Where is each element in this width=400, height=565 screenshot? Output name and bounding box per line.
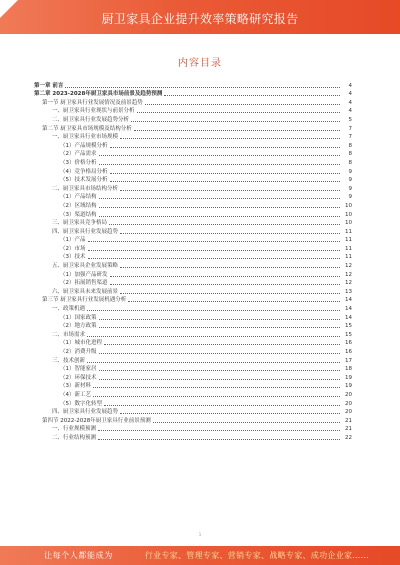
toc-entry[interactable] [34, 390, 352, 399]
toc-entry-label: 四、厨卫家具行业发展趋势 [52, 228, 119, 235]
toc-entry-label: 三、厨卫家具竞争格局 [52, 220, 108, 227]
toc-leader-dots [110, 147, 341, 148]
toc-entry[interactable] [34, 330, 352, 339]
report-title: 厨卫家具企业提升效率策略研究报告 [101, 12, 299, 26]
toc-entry-page: 14 [345, 306, 352, 313]
toc-entry-page: 16 [345, 349, 352, 355]
toc-entry[interactable] [34, 236, 352, 245]
toc-entry-label: （1）国家政策 [60, 314, 97, 321]
toc-entry[interactable] [34, 356, 352, 365]
toc-leader-dots [128, 301, 340, 302]
toc-title: 内容目录 [178, 58, 222, 69]
toc-leader-dots [153, 422, 340, 423]
toc-entry-label: 一、厨卫家具行业市场规模 [52, 134, 119, 141]
toc-entry-label: 一、行业规模预测 [52, 426, 97, 433]
toc-entry-label: （5）技术发展分析 [60, 177, 108, 184]
toc-entry[interactable] [34, 433, 352, 442]
toc-entry[interactable] [34, 107, 352, 116]
toc-entry-label: （1）产品规模分析 [60, 142, 108, 149]
toc-leader-dots [110, 173, 341, 174]
toc-leader-dots [98, 439, 340, 440]
toc-entry-label: （2）区域结构 [60, 202, 97, 209]
toc-entry-page: 10 [345, 211, 352, 218]
toc-entry-page: 4 [348, 82, 352, 89]
toc-entry-page: 9 [348, 177, 352, 184]
toc-entry-label: （3）技术 [60, 254, 86, 261]
toc-entry[interactable] [34, 287, 352, 296]
toc-leader-dots [99, 353, 341, 354]
toc-entry-label: 五、厨卫家具企业发展策略 [52, 263, 119, 270]
toc-entry[interactable] [34, 304, 352, 313]
toc-leader-dots [120, 233, 340, 234]
toc-leader-dots [99, 198, 341, 199]
toc-entry-label: 六、厨卫家具未来发展前景 [52, 288, 119, 295]
toc-entry[interactable] [34, 322, 352, 331]
toc-entry-label: 第三节 厨卫家具行业发展机遇分析 [42, 297, 127, 304]
toc-entry[interactable] [34, 210, 352, 219]
toc-entry-page: 14 [345, 314, 352, 321]
page-number: 1 [198, 532, 202, 537]
toc-entry-label: （2）拓展销售渠道 [60, 280, 108, 287]
toc-entry[interactable] [34, 399, 352, 408]
toc-entry[interactable] [34, 253, 352, 262]
toc-entry[interactable] [34, 167, 352, 176]
toc-leader-dots [65, 87, 340, 88]
toc-entry-label: 四、厨卫家具行业发展趋势 [52, 409, 119, 416]
toc-entry[interactable] [34, 90, 352, 99]
toc-entry-page: 9 [348, 185, 352, 192]
toc-leader-dots [120, 138, 340, 139]
table-of-contents [34, 81, 352, 442]
toc-entry[interactable] [34, 408, 352, 417]
toc-entry[interactable] [34, 227, 352, 236]
toc-leader-dots [120, 413, 340, 414]
toc-entry-label: （1）城市化进程 [60, 340, 102, 347]
toc-leader-dots [99, 327, 341, 328]
toc-entry-label: 二、市场需求 [52, 331, 86, 338]
toc-entry-page: 10 [345, 220, 352, 227]
toc-entry-page: 19 [345, 383, 352, 390]
toc-entry[interactable] [34, 270, 352, 279]
toc-entry-page: 14 [345, 297, 352, 304]
toc-entry-label: （2）消费升级 [60, 349, 97, 355]
toc-entry-label: 第一节 厨卫家具行业发展情况及前景趋势 [42, 99, 143, 106]
toc-entry-label: 二、行业结构预测 [52, 434, 97, 441]
toc-entry-label: （4）竞争格局分析 [60, 168, 108, 175]
toc-entry-page: 22 [345, 434, 352, 441]
toc-entry-page: 20 [345, 391, 352, 398]
toc-entry-page: 16 [345, 340, 352, 347]
toc-entry-label: 一、厨卫家具行业现状与前景分析 [52, 108, 135, 115]
toc-entry-label: 一、政策机遇 [52, 306, 86, 313]
toc-entry-label: （3）渠道结构 [60, 211, 97, 218]
toc-entry-label: （4）新工艺 [60, 391, 91, 398]
toc-leader-dots [120, 267, 340, 268]
toc-entry[interactable] [34, 158, 352, 167]
toc-leader-dots [88, 241, 341, 242]
toc-leader-dots [120, 293, 340, 294]
toc-leader-dots [99, 207, 341, 208]
toc-leader-dots [164, 95, 340, 96]
toc-entry-page: 21 [345, 426, 352, 433]
toc-leader-dots [110, 284, 341, 285]
toc-entry-label: （1）加强产品研发 [60, 271, 108, 278]
toc-leader-dots [99, 164, 341, 165]
toc-entry-label: 第一章 前言 [34, 82, 64, 89]
toc-entry-label: （2）产品需求 [60, 151, 97, 158]
toc-entry-label: （1）产品结构 [60, 194, 97, 201]
toc-entry-page: 15 [345, 331, 352, 338]
toc-leader-dots [87, 310, 340, 311]
toc-entry-label: 二、厨卫家具行业发展趋势分析 [52, 116, 130, 123]
toc-entry[interactable] [34, 373, 352, 382]
toc-entry-page: 20 [345, 409, 352, 416]
toc-entry-page: 11 [345, 237, 352, 244]
toc-entry-page: 5 [348, 116, 352, 123]
toc-entry-page: 4 [348, 91, 352, 98]
toc-entry-page: 7 [348, 125, 352, 132]
toc-entry[interactable] [34, 261, 352, 270]
toc-leader-dots [87, 336, 340, 337]
toc-leader-dots [93, 387, 340, 388]
toc-entry[interactable] [34, 124, 352, 133]
toc-entry-page: 4 [348, 99, 352, 106]
toc-leader-dots [99, 216, 341, 217]
toc-leader-dots [99, 155, 341, 156]
toc-entry-page: 17 [345, 357, 352, 364]
toc-entry-page: 4 [348, 108, 352, 115]
toc-leader-dots [99, 379, 341, 380]
toc-entry-page: 12 [345, 263, 352, 270]
toc-entry[interactable] [34, 219, 352, 228]
toc-entry-label: （1）智能家居 [60, 366, 97, 373]
toc-entry-page: 8 [348, 151, 352, 158]
toc-entry-label: （5）数字化转型 [60, 400, 102, 407]
toc-entry-page: 21 [345, 417, 352, 424]
toc-entry[interactable] [34, 98, 352, 107]
toc-leader-dots [145, 104, 340, 105]
toc-entry-page: 13 [345, 288, 352, 295]
toc-entry[interactable] [34, 81, 352, 90]
toc-entry[interactable] [34, 339, 352, 348]
toc-entry-page: 11 [345, 245, 352, 252]
toc-entry-page: 11 [345, 254, 352, 261]
toc-entry-page: 9 [348, 168, 352, 175]
toc-entry-label: 第四节 2022-2028年厨卫家具行业前景预测 [42, 417, 151, 424]
toc-entry[interactable] [34, 115, 352, 124]
toc-leader-dots [104, 405, 340, 406]
toc-entry-page: 20 [345, 400, 352, 407]
toc-leader-dots [110, 181, 341, 182]
toc-entry-page: 9 [348, 194, 352, 201]
toc-leader-dots [99, 319, 341, 320]
toc-entry-page: 12 [345, 271, 352, 278]
toc-leader-dots [98, 430, 340, 431]
toc-entry-page: 19 [345, 374, 352, 381]
toc-entry[interactable] [34, 184, 352, 193]
toc-entry-page: 11 [345, 228, 352, 235]
toc-entry[interactable] [34, 201, 352, 210]
toc-entry[interactable] [34, 365, 352, 374]
toc-entry-page: 12 [345, 280, 352, 287]
footer-slogan: 让每个人都能成为 [44, 551, 113, 560]
toc-leader-dots [87, 362, 340, 363]
toc-leader-dots [88, 258, 341, 259]
toc-entry-label: （3）价格分析 [60, 159, 97, 166]
toc-leader-dots [88, 250, 341, 251]
toc-leader-dots [120, 190, 340, 191]
toc-entry-label: （2）市场 [60, 245, 86, 252]
toc-entry[interactable] [34, 133, 352, 142]
toc-entry-page: 18 [345, 366, 352, 373]
toc-entry-label: （2）地方政策 [60, 323, 97, 330]
report-header [0, 0, 400, 34]
toc-entry-label: 第二章 2023-2028年厨卫家具市场前景及趋势预测 [34, 91, 163, 98]
toc-entry[interactable] [34, 347, 352, 356]
toc-leader-dots [134, 130, 340, 131]
toc-entry-page: 15 [345, 323, 352, 330]
toc-entry-label: 二、厨卫家具市场结构分析 [52, 185, 119, 192]
toc-entry-label: 三、技术创新 [52, 357, 86, 364]
toc-leader-dots [109, 224, 340, 225]
toc-entry-label: （2）环保技术 [60, 374, 97, 381]
toc-entry[interactable] [34, 416, 352, 425]
toc-entry-label: （3）新材料 [60, 383, 91, 390]
toc-leader-dots [131, 121, 340, 122]
toc-entry[interactable] [34, 425, 352, 434]
toc-entry[interactable] [34, 279, 352, 288]
toc-entry[interactable] [34, 382, 352, 391]
toc-entry-page: 10 [345, 202, 352, 209]
toc-leader-dots [99, 370, 341, 371]
toc-entry[interactable] [34, 296, 352, 305]
toc-entry[interactable] [34, 244, 352, 253]
footer-roles: 行业专家、管理专家、营销专家、战略专家、成功企业家…… [144, 551, 369, 560]
toc-entry-label: 第二节 厨卫家具市场规模及结构分析 [42, 125, 132, 132]
toc-entry-page: 8 [348, 159, 352, 166]
toc-leader-dots [137, 112, 340, 113]
toc-entry[interactable] [34, 141, 352, 150]
toc-entry-label: （1）产品 [60, 237, 86, 244]
toc-entry[interactable] [34, 193, 352, 202]
toc-entry[interactable] [34, 313, 352, 322]
report-footer [0, 546, 400, 565]
toc-leader-dots [110, 276, 341, 277]
toc-entry[interactable] [34, 150, 352, 159]
toc-leader-dots [104, 344, 340, 345]
toc-entry[interactable] [34, 176, 352, 185]
toc-entry-page: 7 [348, 134, 352, 141]
toc-leader-dots [93, 396, 340, 397]
toc-entry-page: 8 [348, 142, 352, 149]
